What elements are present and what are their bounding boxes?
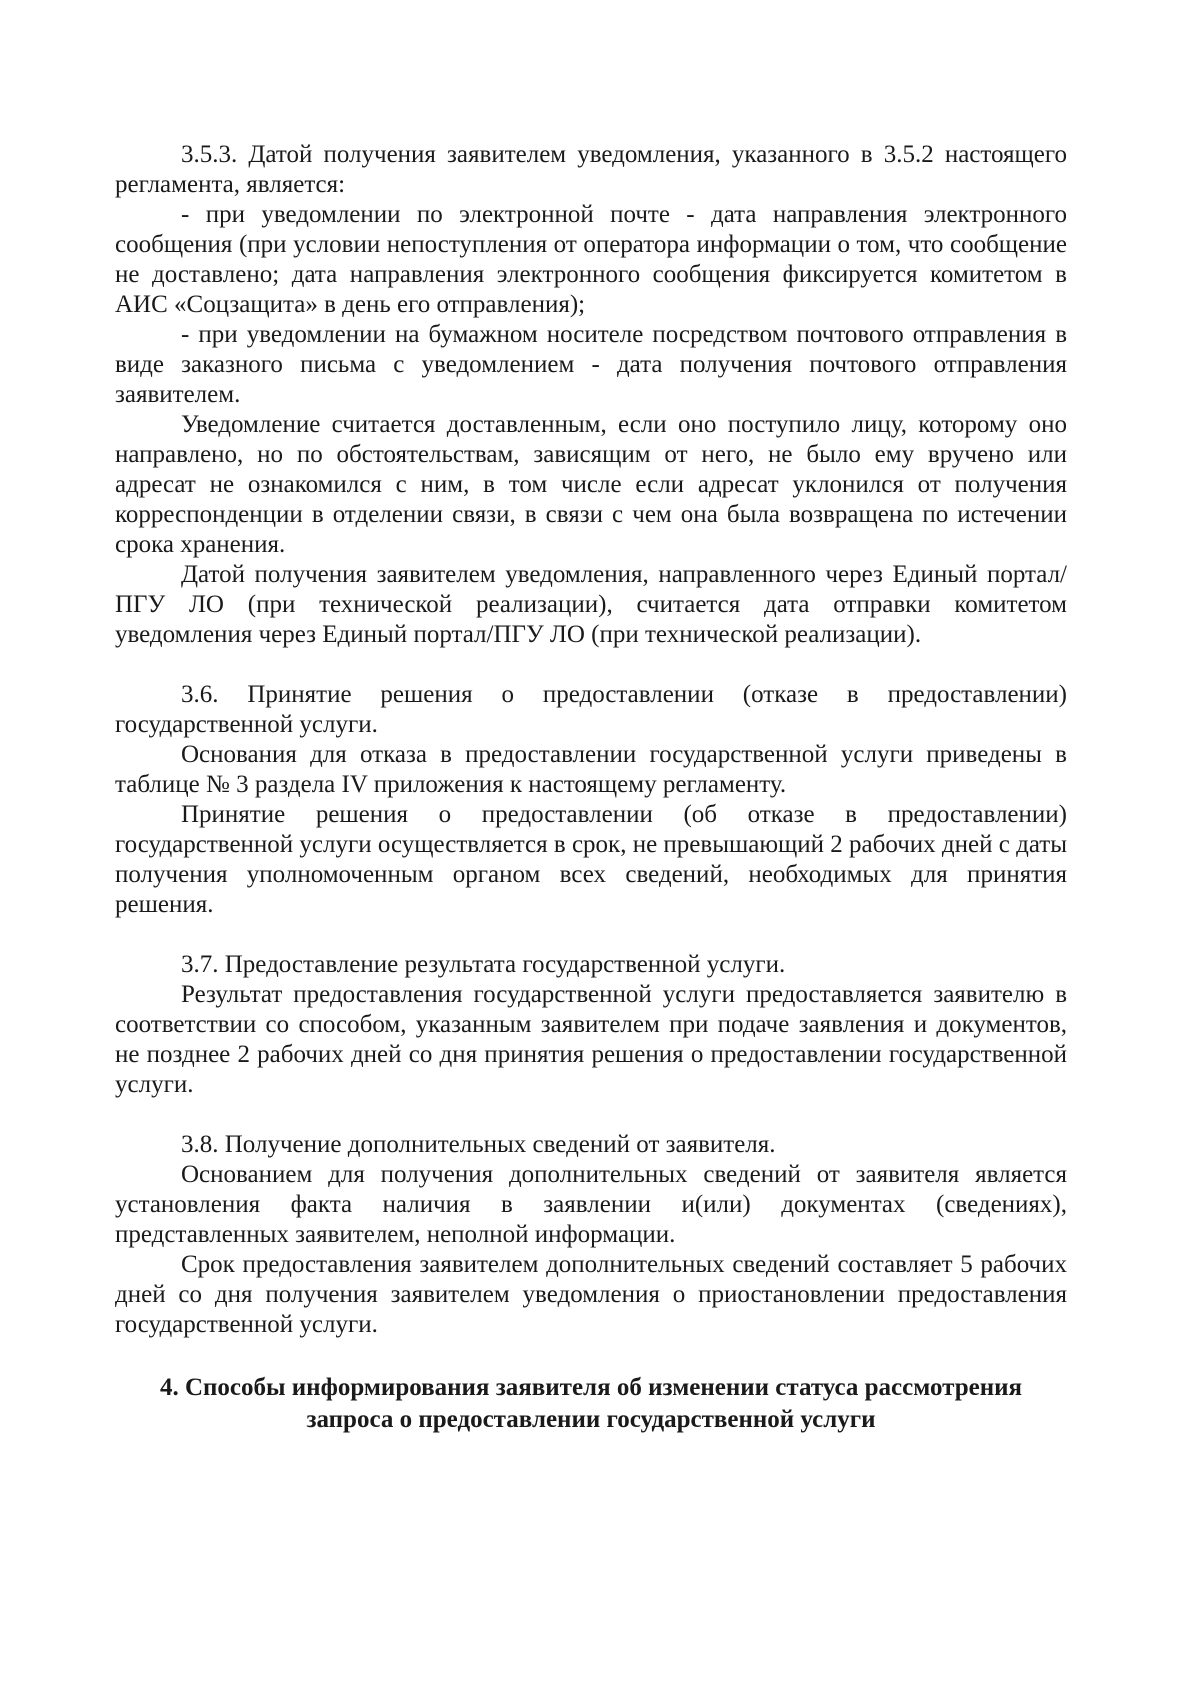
section-4-heading-line2: запроса о предоставлении государственной услуги [306, 1406, 876, 1433]
paragraph-delivered-notification: Уведомление считается доставленным, если оно поступило лицу, которому оно направлено, но по обстоятельствам, зависящим от него, не было ему вручено или адресат не ознакомился с ним, в том числе если адресат уклонился от получения корреспонденции в отделении связи, в связи с чем она была возвращена по истечении срока хранения. [115, 411, 1067, 558]
paragraph-additional-info-term: Срок предоставления заявителем дополнительных сведений составляет 5 рабочих дней со дня получения заявителем уведомления о приостановлении предоставления государственной услуги. [115, 1251, 1067, 1338]
section-4-heading [115, 1372, 1067, 1436]
paragraph-3-7: 3.7. Предоставление результата государственной услуги. [181, 951, 786, 978]
paragraph-decision-term: Принятие решения о предоставлении (об отказе в предоставлении) государственной услуги осуществляется в срок, не превышающий 2 рабочих дней с даты получения уполномоченным органом всех сведений, необходимых для принятия решения. [115, 801, 1067, 918]
document-page [115, 140, 1067, 1436]
paragraph-3-5-3: 3.5.3. Датой получения заявителем уведомления, указанного в 3.5.2 настоящего регламента, является: [115, 141, 1067, 198]
paragraph-refusal-grounds: Основания для отказа в предоставлении государственной услуги приведены в таблице № 3 раздела IV приложения к настоящему регламенту. [115, 741, 1067, 798]
paragraph-3-6: 3.6. Принятие решения о предоставлении (отказе в предоставлении) государственной услуги. [115, 681, 1067, 738]
paragraph-additional-info-basis: Основанием для получения дополнительных сведений от заявителя является установления факта наличия в заявлении и(или) документах (сведениях), представленных заявителем, неполной информации. [115, 1161, 1067, 1248]
paragraph-result-delivery: Результат предоставления государственной услуги предоставляется заявителю в соответствии со способом, указанным заявителем при подаче заявления и документов, не позднее 2 рабочих дней со дня принятия решения о предоставлении государственной услуги. [115, 981, 1067, 1098]
paragraph-portal-notification: Датой получения заявителем уведомления, направленного через Единый портал/ПГУ ЛО (при технической реализации), считается дата отправки комитетом уведомления через Единый портал/ПГУ ЛО (при технической реализации). [115, 561, 1067, 648]
paragraph-email-notification: - при уведомлении по электронной почте - дата направления электронного сообщения (при условии непоступления от оператора информации о том, что сообщение не доставлено; дата направления электронного сообщения фиксируется комитетом в АИС «Соцзащита» в день его отправления); [115, 201, 1067, 318]
section-4-heading-line1: 4. Способы информирования заявителя об изменении статуса рассмотрения [159, 1374, 1023, 1401]
paragraph-paper-notification: - при уведомлении на бумажном носителе посредством почтового отправления в виде заказного письма с уведомлением - дата получения почтового отправления заявителем. [115, 321, 1067, 408]
paragraph-3-8: 3.8. Получение дополнительных сведений от заявителя. [181, 1131, 776, 1158]
